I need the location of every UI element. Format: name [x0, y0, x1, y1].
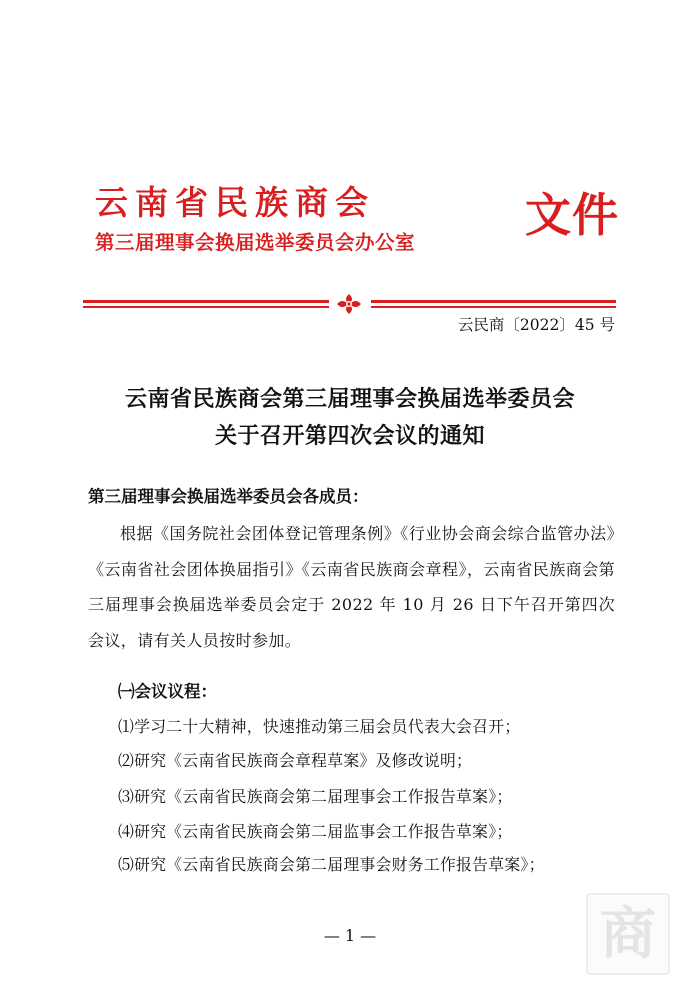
document-number: 云民商〔2022〕45 号	[457, 316, 615, 334]
header-office-name: 第三届理事会换届选举委员会办公室	[95, 231, 416, 254]
salutation: 第三届理事会换届选举委员会各成员：	[88, 487, 369, 506]
merchant-seal-icon	[586, 893, 670, 975]
notice-title-line1: 云南省民族商会第三届理事会换届选举委员会	[124, 386, 575, 412]
ornament-flower-icon	[333, 292, 365, 316]
header-rule-right-bottom	[371, 306, 616, 308]
header-doc-type: 文件	[525, 188, 619, 242]
agenda-item: ⑶研究《云南省民族商会第二届理事会工作报告草案》；	[118, 787, 513, 806]
watermark-glyph: 商	[600, 901, 656, 967]
agenda-heading: ㈠会议议程：	[118, 682, 217, 701]
agenda-item: ⑷研究《云南省民族商会第二届监事会工作报告草案》；	[118, 822, 513, 841]
agenda-item: ⑴学习二十大精神，快速推动第三届会员代表大会召开；	[118, 717, 521, 736]
header-org-name: 云南省民族商会	[95, 183, 375, 222]
body-paragraph: 根据《国务院社会团体登记管理条例》《行业协会商会综合监管办法》《云南省社会团体换届指引》《云南省民族商会章程》，云南省民族商会第三届理事会换届选举委员会定于 2022 年 10 月 26 日下午召开第四次会议，请有关人员按时参加。	[88, 524, 615, 650]
header-rule-left-bottom	[83, 306, 329, 308]
agenda-item: ⑵研究《云南省民族商会章程草案》及修改说明；	[118, 751, 473, 770]
notice-title-line2: 关于召开第四次会议的通知	[214, 423, 485, 449]
header-rule-left-top	[83, 300, 329, 303]
header-rule-right-top	[371, 300, 616, 303]
agenda-item: ⑸研究《云南省民族商会第二届理事会财务工作报告草案》；	[118, 855, 545, 874]
page-number: — 1 —	[323, 926, 377, 945]
